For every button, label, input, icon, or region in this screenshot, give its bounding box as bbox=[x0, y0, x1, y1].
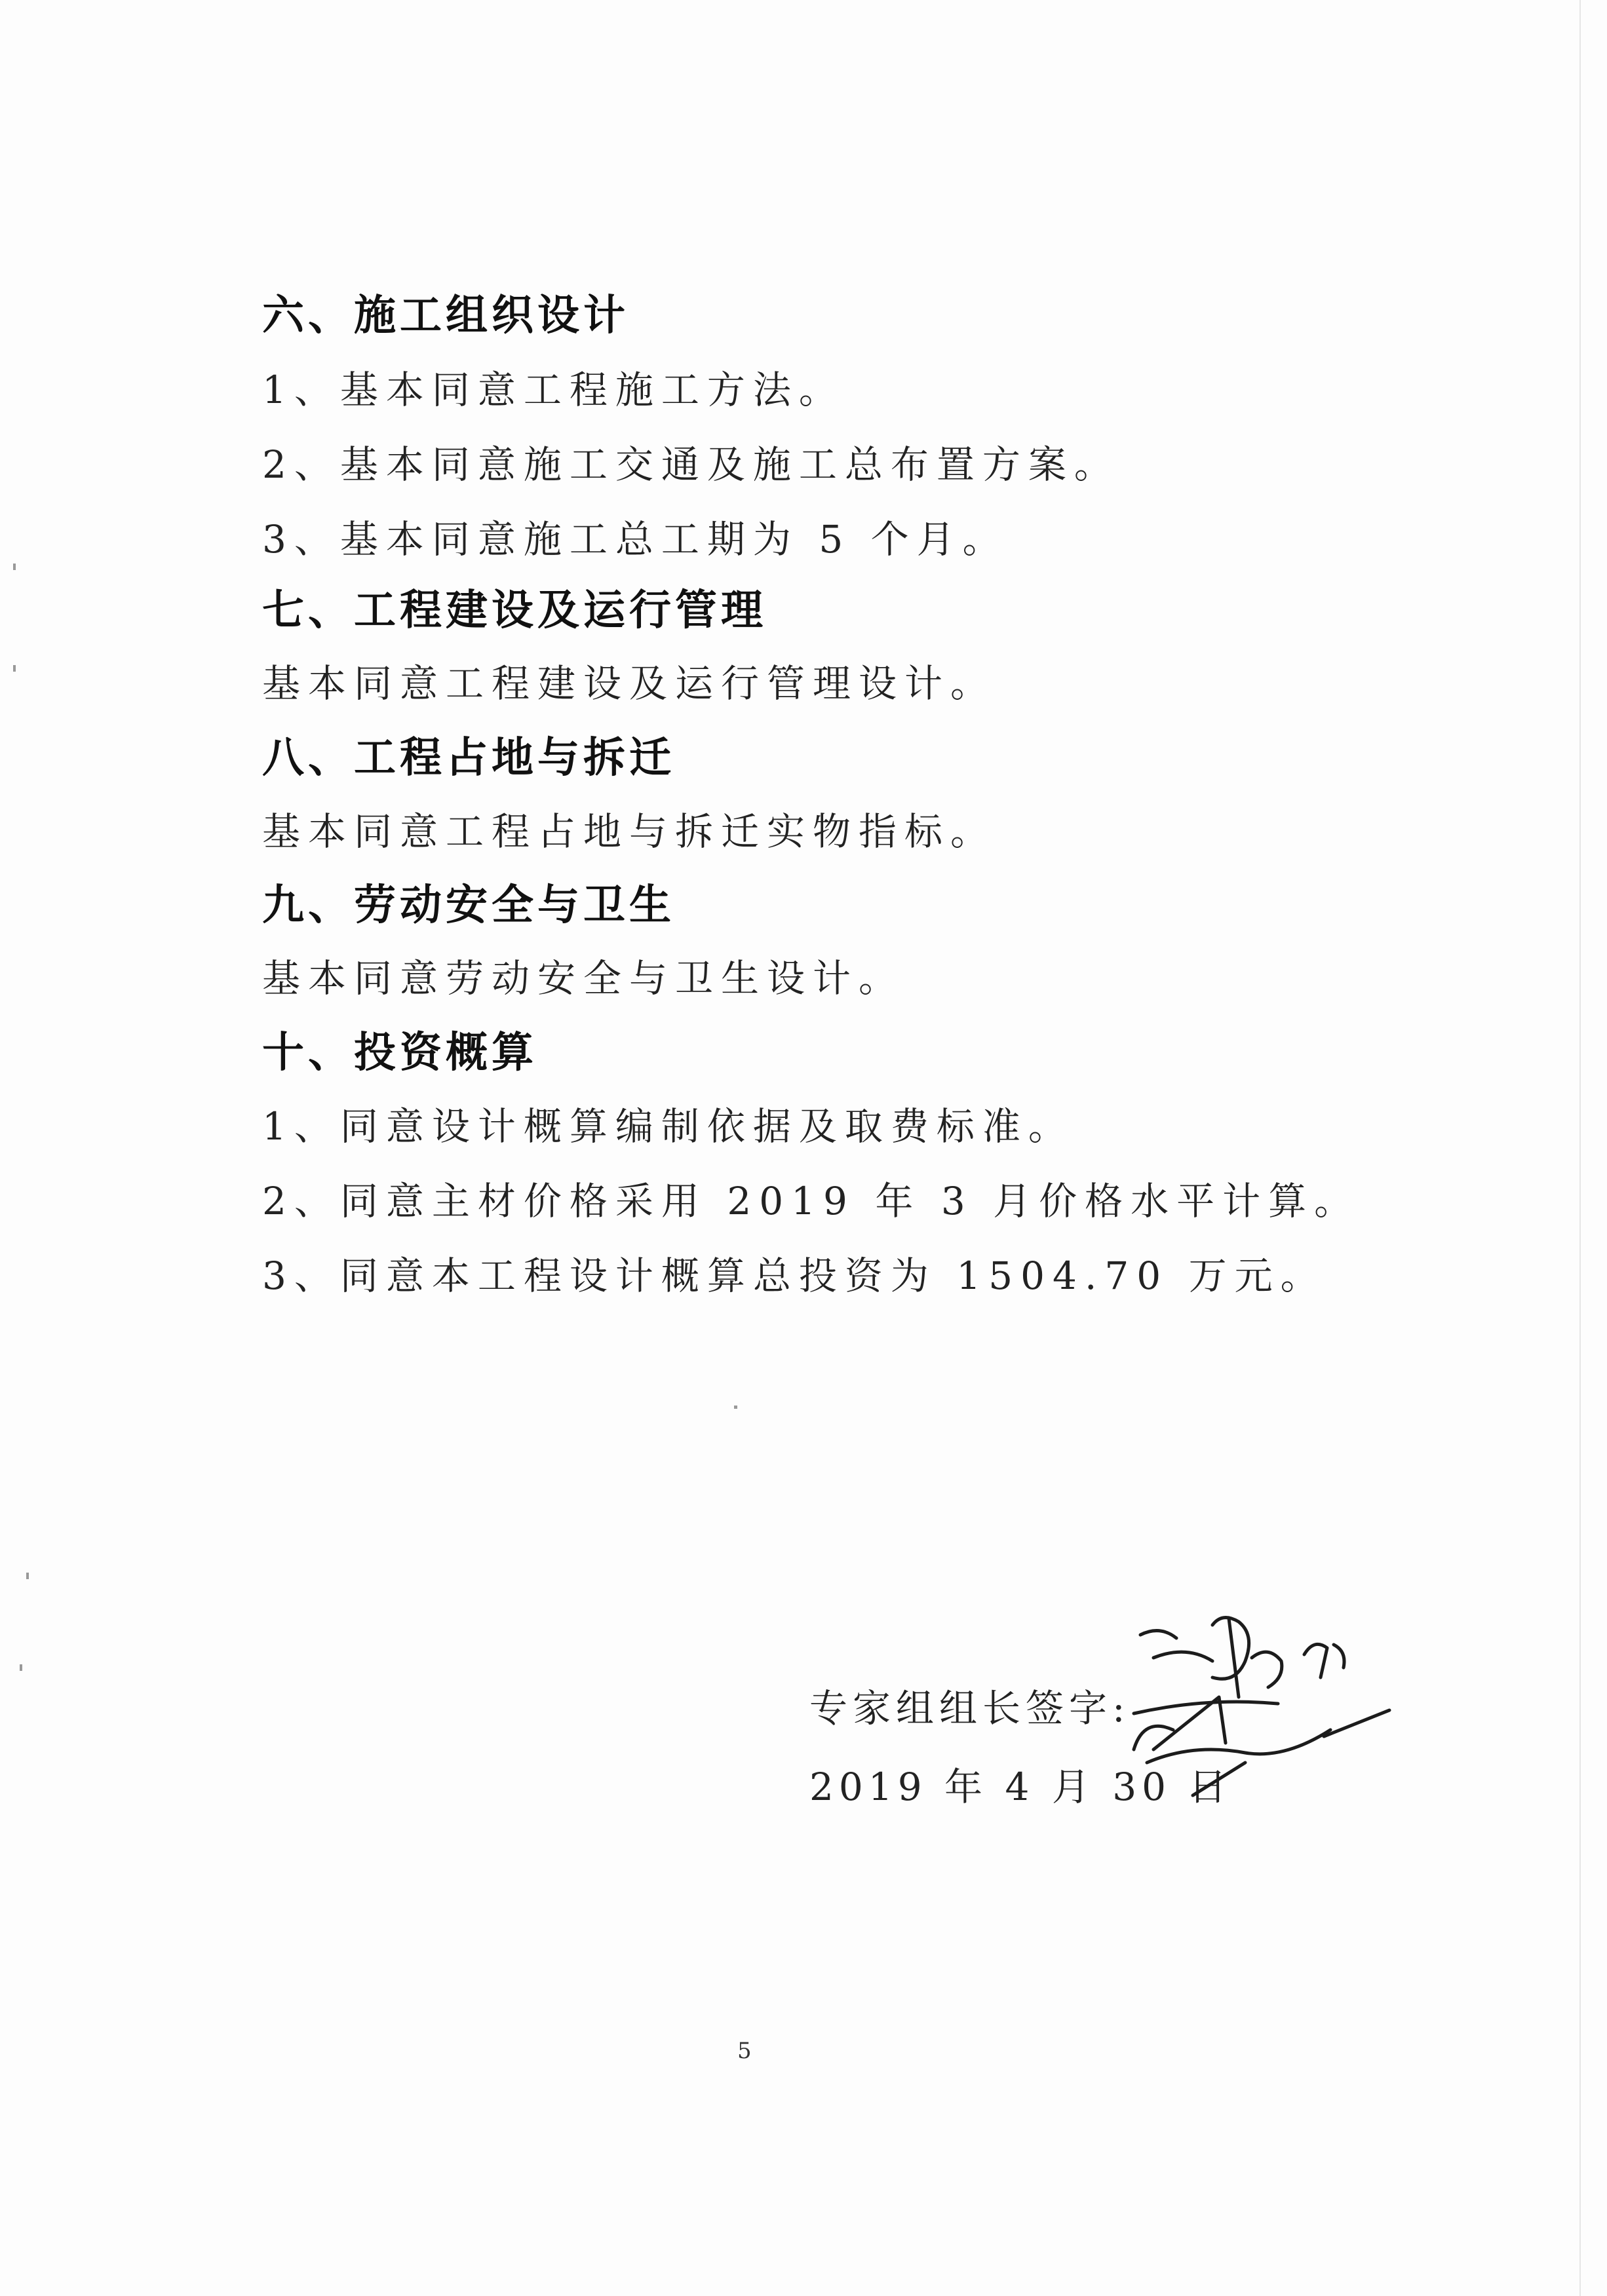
section-6-item-3: 3、基本同意施工总工期为 5 个月。 bbox=[262, 517, 1009, 562]
section-10-item-2: 2、同意主材价格采用 2019 年 3 月价格水平计算。 bbox=[262, 1179, 1361, 1223]
scan-speck bbox=[20, 1664, 22, 1671]
section-heading-6: 六、施工组织设计 bbox=[262, 292, 629, 340]
scan-edge bbox=[1579, 0, 1581, 2296]
section-8-item-1: 基本同意工程占地与拆迁实物指标。 bbox=[262, 809, 997, 854]
page-number: 5 bbox=[737, 2038, 752, 2064]
section-6-item-2: 2、基本同意施工交通及施工总布置方案。 bbox=[262, 442, 1120, 487]
section-10-item-1: 1、同意设计概算编制依据及取费标准。 bbox=[262, 1104, 1074, 1149]
handwritten-signature bbox=[1114, 1599, 1396, 1815]
signature-date: 2019 年 4 月 30 日 bbox=[809, 1765, 1232, 1809]
section-10-item-3: 3、同意本工程设计概算总投资为 1504.70 万元。 bbox=[262, 1253, 1326, 1298]
scan-speck bbox=[13, 665, 16, 672]
scan-speck bbox=[26, 1573, 29, 1579]
section-9-item-1: 基本同意劳动安全与卫生设计。 bbox=[262, 956, 905, 1001]
section-heading-9: 九、劳动安全与卫生 bbox=[262, 881, 675, 930]
section-heading-10: 十、投资概算 bbox=[262, 1029, 537, 1077]
section-heading-7: 七、工程建设及运行管理 bbox=[262, 586, 767, 635]
signature-label: 专家组组长签字: bbox=[809, 1686, 1131, 1731]
scan-speck bbox=[13, 564, 16, 570]
section-7-item-1: 基本同意工程建设及运行管理设计。 bbox=[262, 661, 997, 706]
section-6-item-1: 1、基本同意工程施工方法。 bbox=[262, 368, 845, 412]
section-heading-8: 八、工程占地与拆迁 bbox=[262, 734, 675, 782]
scan-speck bbox=[734, 1406, 737, 1409]
